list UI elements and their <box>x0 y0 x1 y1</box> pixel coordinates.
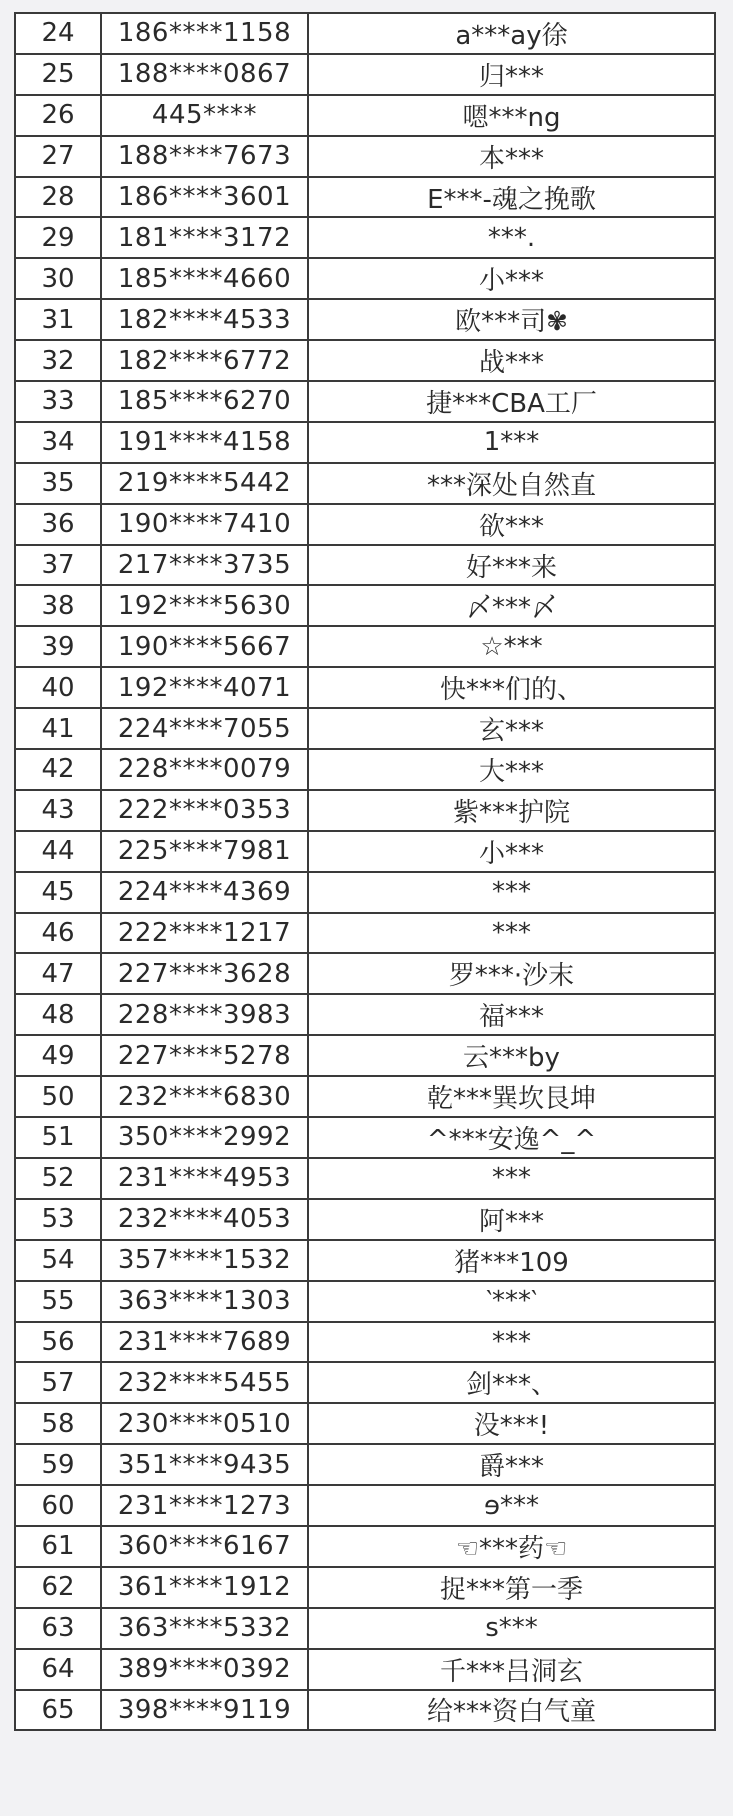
nickname-cell: 小*** <box>308 831 715 872</box>
nickname-cell: ☜***药☜ <box>308 1526 715 1567</box>
table-row <box>15 217 715 258</box>
row-index-cell: 37 <box>15 545 101 586</box>
phone-number-cell: 363****1303 <box>101 1281 308 1322</box>
table-row <box>15 258 715 299</box>
row-index-cell: 65 <box>15 1690 101 1731</box>
row-index-cell: 31 <box>15 299 101 340</box>
row-index-cell: 55 <box>15 1281 101 1322</box>
table-row <box>15 504 715 545</box>
phone-number-cell: 445**** <box>101 95 308 136</box>
nickname-cell: 猪***109 <box>308 1240 715 1281</box>
phone-number-cell: 228****3983 <box>101 994 308 1035</box>
table-row <box>15 545 715 586</box>
table-row <box>15 340 715 381</box>
row-index-cell: 38 <box>15 585 101 626</box>
nickname-cell: 爵*** <box>308 1444 715 1485</box>
row-index-cell: 33 <box>15 381 101 422</box>
nickname-cell: 玄*** <box>308 708 715 749</box>
row-index-cell: 25 <box>15 54 101 95</box>
table-row <box>15 1485 715 1526</box>
phone-number-cell: 186****3601 <box>101 177 308 218</box>
nickname-cell: 欲*** <box>308 504 715 545</box>
nickname-cell: *** <box>308 1158 715 1199</box>
phone-number-cell: 190****7410 <box>101 504 308 545</box>
nickname-cell: 没***! <box>308 1403 715 1444</box>
phone-number-cell: 182****6772 <box>101 340 308 381</box>
table-row <box>15 95 715 136</box>
table-row <box>15 1281 715 1322</box>
phone-number-cell: 182****4533 <box>101 299 308 340</box>
row-index-cell: 42 <box>15 749 101 790</box>
phone-number-cell: 192****5630 <box>101 585 308 626</box>
phone-number-cell: 191****4158 <box>101 422 308 463</box>
phone-number-cell: 232****4053 <box>101 1199 308 1240</box>
nickname-cell: 好***来 <box>308 545 715 586</box>
phone-number-cell: 222****1217 <box>101 913 308 954</box>
row-index-cell: 63 <box>15 1608 101 1649</box>
nickname-cell: ^***安逸^_^ <box>308 1117 715 1158</box>
table-row <box>15 708 715 749</box>
table-row <box>15 1158 715 1199</box>
phone-number-cell: 186****1158 <box>101 13 308 54</box>
phone-number-cell: 232****6830 <box>101 1076 308 1117</box>
table-row <box>15 953 715 994</box>
row-index-cell: 61 <box>15 1526 101 1567</box>
row-index-cell: 26 <box>15 95 101 136</box>
nickname-cell: 乾***巽坎艮坤 <box>308 1076 715 1117</box>
phone-number-cell: 225****7981 <box>101 831 308 872</box>
phone-number-cell: 231****4953 <box>101 1158 308 1199</box>
row-index-cell: 30 <box>15 258 101 299</box>
row-index-cell: 57 <box>15 1362 101 1403</box>
nickname-cell: 阿*** <box>308 1199 715 1240</box>
table-row <box>15 1362 715 1403</box>
nickname-cell: ***深处自然直 <box>308 463 715 504</box>
table-row <box>15 1444 715 1485</box>
nickname-cell: 捷***CBA工厂 <box>308 381 715 422</box>
row-index-cell: 34 <box>15 422 101 463</box>
nickname-cell: *** <box>308 913 715 954</box>
phone-number-cell: 181****3172 <box>101 217 308 258</box>
table-row <box>15 463 715 504</box>
table-row <box>15 136 715 177</box>
nickname-cell: 归*** <box>308 54 715 95</box>
phone-number-cell: 227****3628 <box>101 953 308 994</box>
phone-number-cell: 188****0867 <box>101 54 308 95</box>
table-row <box>15 1199 715 1240</box>
nickname-cell: ɘ*** <box>308 1485 715 1526</box>
nickname-cell: 嗯***ng <box>308 95 715 136</box>
phone-number-cell: 185****4660 <box>101 258 308 299</box>
table-row <box>15 831 715 872</box>
table-row <box>15 994 715 1035</box>
table-row <box>15 422 715 463</box>
row-index-cell: 46 <box>15 913 101 954</box>
phone-number-cell: 231****1273 <box>101 1485 308 1526</box>
winner-list-sheet <box>14 12 714 1731</box>
table-row <box>15 13 715 54</box>
row-index-cell: 24 <box>15 13 101 54</box>
phone-number-cell: 217****3735 <box>101 545 308 586</box>
winner-list-table <box>14 12 716 1731</box>
table-row <box>15 1567 715 1608</box>
nickname-cell: 给***资白气童 <box>308 1690 715 1731</box>
phone-number-cell: 350****2992 <box>101 1117 308 1158</box>
nickname-cell: 紫***护院 <box>308 790 715 831</box>
nickname-cell: 罗***·沙末 <box>308 953 715 994</box>
nickname-cell: 1*** <box>308 422 715 463</box>
row-index-cell: 45 <box>15 872 101 913</box>
nickname-cell: ***. <box>308 217 715 258</box>
nickname-cell: 捉***第一季 <box>308 1567 715 1608</box>
nickname-cell: ‵***‵ <box>308 1281 715 1322</box>
row-index-cell: 64 <box>15 1649 101 1690</box>
phone-number-cell: 188****7673 <box>101 136 308 177</box>
row-index-cell: 35 <box>15 463 101 504</box>
row-index-cell: 39 <box>15 626 101 667</box>
row-index-cell: 47 <box>15 953 101 994</box>
table-row <box>15 626 715 667</box>
table-row <box>15 1035 715 1076</box>
row-index-cell: 60 <box>15 1485 101 1526</box>
table-row <box>15 54 715 95</box>
nickname-cell: 小*** <box>308 258 715 299</box>
nickname-cell: 大*** <box>308 749 715 790</box>
table-row <box>15 667 715 708</box>
nickname-cell: E***-魂之挽歌 <box>308 177 715 218</box>
row-index-cell: 62 <box>15 1567 101 1608</box>
row-index-cell: 28 <box>15 177 101 218</box>
nickname-cell: 〆***〆 <box>308 585 715 626</box>
phone-number-cell: 357****1532 <box>101 1240 308 1281</box>
phone-number-cell: 398****9119 <box>101 1690 308 1731</box>
table-row <box>15 381 715 422</box>
table-row <box>15 872 715 913</box>
phone-number-cell: 360****6167 <box>101 1526 308 1567</box>
row-index-cell: 29 <box>15 217 101 258</box>
table-row <box>15 790 715 831</box>
table-row <box>15 585 715 626</box>
nickname-cell: 云***by <box>308 1035 715 1076</box>
table-row <box>15 1117 715 1158</box>
table-row <box>15 1649 715 1690</box>
phone-number-cell: 185****6270 <box>101 381 308 422</box>
row-index-cell: 49 <box>15 1035 101 1076</box>
phone-number-cell: 230****0510 <box>101 1403 308 1444</box>
table-row <box>15 177 715 218</box>
nickname-cell: a***ay徐 <box>308 13 715 54</box>
nickname-cell: *** <box>308 872 715 913</box>
phone-number-cell: 232****5455 <box>101 1362 308 1403</box>
row-index-cell: 52 <box>15 1158 101 1199</box>
row-index-cell: 53 <box>15 1199 101 1240</box>
phone-number-cell: 192****4071 <box>101 667 308 708</box>
row-index-cell: 50 <box>15 1076 101 1117</box>
table-row <box>15 1322 715 1363</box>
nickname-cell: 战*** <box>308 340 715 381</box>
row-index-cell: 56 <box>15 1322 101 1363</box>
nickname-cell: 福*** <box>308 994 715 1035</box>
phone-number-cell: 219****5442 <box>101 463 308 504</box>
table-row <box>15 1526 715 1567</box>
row-index-cell: 51 <box>15 1117 101 1158</box>
winner-list-body <box>15 13 715 1730</box>
nickname-cell: 欧***司✾ <box>308 299 715 340</box>
table-row <box>15 299 715 340</box>
row-index-cell: 32 <box>15 340 101 381</box>
row-index-cell: 41 <box>15 708 101 749</box>
nickname-cell: s*** <box>308 1608 715 1649</box>
nickname-cell: ☆*** <box>308 626 715 667</box>
row-index-cell: 59 <box>15 1444 101 1485</box>
row-index-cell: 43 <box>15 790 101 831</box>
nickname-cell: 快***们的、 <box>308 667 715 708</box>
table-row <box>15 749 715 790</box>
row-index-cell: 48 <box>15 994 101 1035</box>
table-row <box>15 913 715 954</box>
nickname-cell: 本*** <box>308 136 715 177</box>
phone-number-cell: 389****0392 <box>101 1649 308 1690</box>
row-index-cell: 54 <box>15 1240 101 1281</box>
phone-number-cell: 224****4369 <box>101 872 308 913</box>
row-index-cell: 36 <box>15 504 101 545</box>
phone-number-cell: 190****5667 <box>101 626 308 667</box>
phone-number-cell: 361****1912 <box>101 1567 308 1608</box>
row-index-cell: 40 <box>15 667 101 708</box>
phone-number-cell: 351****9435 <box>101 1444 308 1485</box>
table-row <box>15 1240 715 1281</box>
phone-number-cell: 222****0353 <box>101 790 308 831</box>
phone-number-cell: 228****0079 <box>101 749 308 790</box>
row-index-cell: 58 <box>15 1403 101 1444</box>
nickname-cell: 剑***、 <box>308 1362 715 1403</box>
nickname-cell: *** <box>308 1322 715 1363</box>
phone-number-cell: 224****7055 <box>101 708 308 749</box>
row-index-cell: 27 <box>15 136 101 177</box>
nickname-cell: 千***吕洞玄 <box>308 1649 715 1690</box>
table-row <box>15 1403 715 1444</box>
table-row <box>15 1076 715 1117</box>
phone-number-cell: 231****7689 <box>101 1322 308 1363</box>
table-row <box>15 1690 715 1731</box>
row-index-cell: 44 <box>15 831 101 872</box>
table-row <box>15 1608 715 1649</box>
phone-number-cell: 363****5332 <box>101 1608 308 1649</box>
phone-number-cell: 227****5278 <box>101 1035 308 1076</box>
